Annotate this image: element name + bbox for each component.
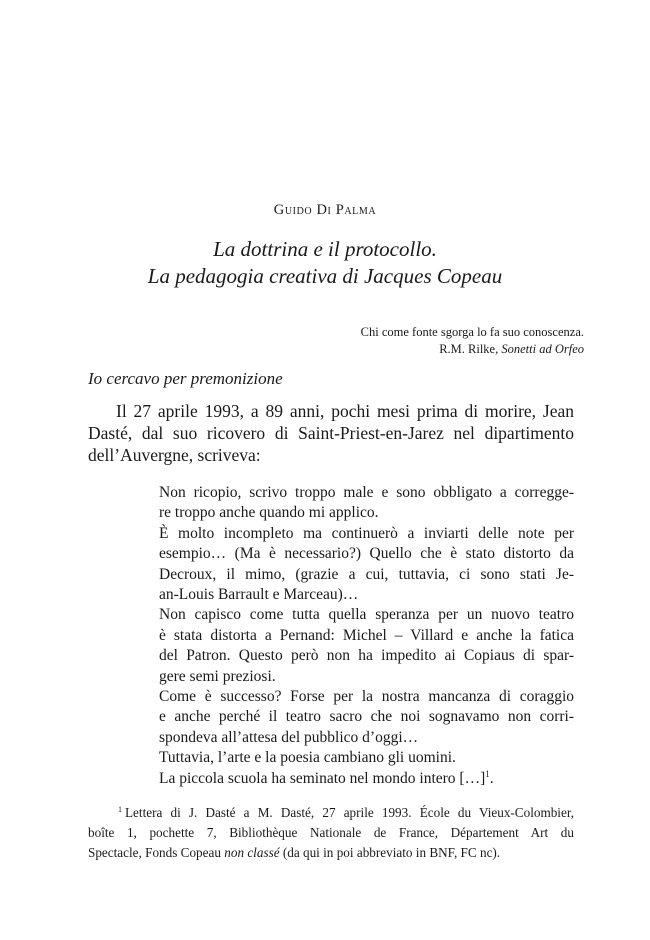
section-heading: Io cercavo per premonizione [88,369,283,388]
article-title-line-2: La pedagogia creativa di Jacques Copeau [147,264,503,288]
quote-line: re troppo anche quando mi applico. [159,504,379,522]
article-title-line-1: La dottrina e il protocollo. [213,237,437,261]
quote-line: Tuttavia, l’arte e la poesia cambiano gli uomini. [159,749,456,767]
quote-line: an-Louis Barrault e Marceau)… [159,586,359,604]
epigraph-text: Chi come fonte sgorga lo fa suo conoscenza. [360,325,584,339]
epigraph-source-work: Sonetti ad Orfeo [501,342,584,356]
block-quote [159,483,574,789]
author-name: Guido Di Palma [273,202,377,218]
epigraph-source [439,341,584,358]
quote-line: spondeva all’attesa del pubblico d’oggi… [159,728,419,746]
footnote-line [88,843,574,863]
quote-line-text: La piccola scuola ha seminato nel mondo intero […] [159,769,486,787]
footnote-reference[interactable]: 1 [485,768,490,779]
footnote-line: boîte 1, pochette 7, Bibliothèque Nationale de France, Département Art du [88,825,574,840]
quote-line-final: La piccola scuola ha seminato nel mondo intero […]$^1$. [159,768,494,787]
footnote-text-3-italic: non classé [224,845,280,860]
footnote-line [88,803,574,823]
footnote-text-1: Lettera di J. Dasté a M. Dasté, 27 aprile 1993. École du Vieux-Colombier, [125,805,574,820]
quote-line: Come è successo? Forse per la nostra mancanza di coraggio [159,688,574,706]
quote-line: del Patron. Questo però non ha impedito ai Copiaus di spar- [159,647,574,665]
quote-line: Decroux, il mimo, (grazie a cui, tuttavia, ci sono stati Je- [159,565,574,583]
quote-line: è stata distorta a Pernand: Michel – Villard e anche la fatica [159,626,574,644]
footnote-marker: 1 [118,804,122,814]
quote-line: esempio… (Ma è necessario?) Quello che è stato distorto da [159,545,574,563]
body-paragraph: Il 27 aprile 1993, a 89 anni, pochi mesi prima di morire, Jean Dasté, dal suo ricovero di Saint-Priest-en-Jarez nel dipartimento dell’Auvergne, scriveva: [88,401,574,465]
footnote-text-3b: (da qui in poi abbreviato in BNF, FC nc). [279,845,501,860]
quote-line: È molto incompleto ma continuerò a inviarti delle note per [159,524,574,542]
epigraph-source-author: R.M. Rilke, [439,342,502,356]
quote-line: Non capisco come tutta quella speranza per un nuovo teatro [159,606,574,624]
quote-line: gere semi preziosi. [159,667,276,685]
footnote-text-3a: Spectacle, Fonds Copeau [88,845,225,860]
quote-line: Non ricopio, scrivo troppo male e sono obbligato a corregge- [159,484,574,501]
quote-line: e anche perché il teatro sacro che noi sognavamo non corri- [159,708,574,726]
footnote [88,803,574,863]
